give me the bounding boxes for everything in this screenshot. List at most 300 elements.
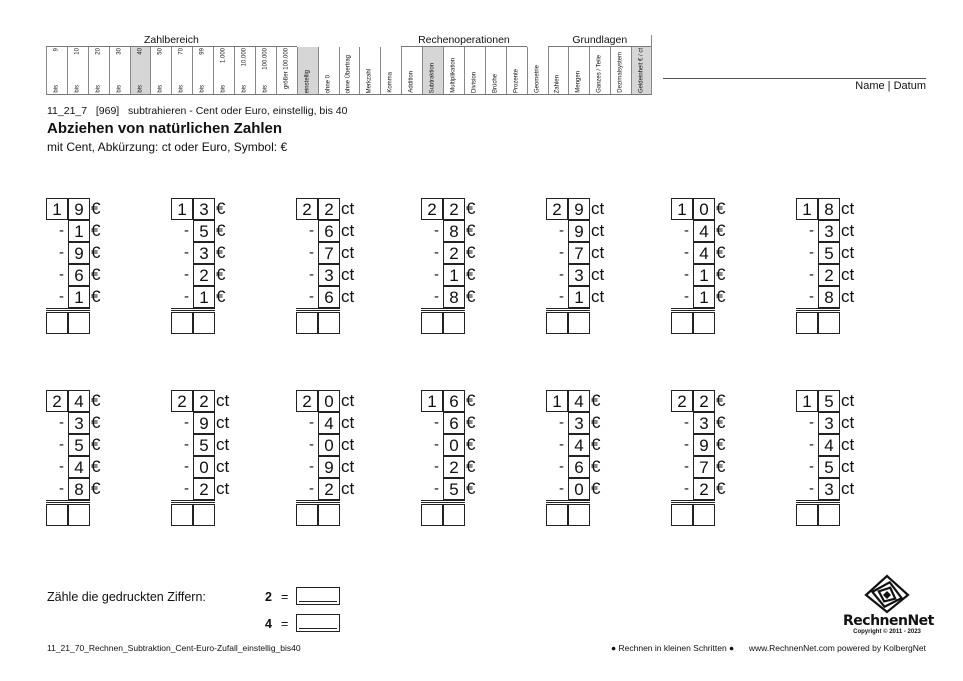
header-column — [527, 47, 548, 94]
subtraction-task — [296, 390, 366, 530]
header-column-bottom-label: einstellig — [304, 69, 311, 93]
unit-label: € — [466, 243, 476, 262]
result-tens-box[interactable] — [671, 504, 693, 526]
subtrahend-digit: 6 — [318, 220, 340, 242]
unit-label: € — [716, 221, 726, 240]
header-column-top-label: 10.000 — [241, 48, 248, 67]
worksheet-code-line — [47, 105, 347, 117]
result-tens-box[interactable] — [421, 504, 443, 526]
count-digit: 4 — [265, 617, 272, 631]
unit-label: € — [716, 435, 726, 454]
start-tens-digit: 1 — [546, 390, 568, 412]
unit-label: € — [466, 221, 476, 240]
result-ones-box[interactable] — [693, 504, 715, 526]
header-column — [506, 47, 527, 94]
minus-sign: - — [59, 266, 64, 283]
unit-label: ct — [341, 391, 355, 410]
unit-label: ct — [341, 221, 355, 240]
subtrahend-digit: 1 — [68, 286, 90, 308]
result-ones-box[interactable] — [693, 312, 715, 334]
subtraction-task — [171, 390, 241, 530]
subtrahend-digit: 5 — [193, 220, 215, 242]
subtraction-task — [296, 198, 366, 338]
result-tens-box[interactable] — [46, 312, 68, 334]
header-column-bottom-label: Merkzahl — [366, 68, 373, 93]
subtrahend-digit: 9 — [318, 456, 340, 478]
unit-label: ct — [841, 435, 855, 454]
result-double-line — [421, 308, 465, 311]
subtrahend-digit: 2 — [443, 456, 465, 478]
minus-sign: - — [684, 288, 689, 305]
start-tens-digit: 1 — [421, 390, 443, 412]
minus-sign: - — [434, 458, 439, 475]
unit-label: € — [91, 457, 101, 476]
unit-label: € — [716, 199, 726, 218]
unit-label: € — [716, 265, 726, 284]
start-ones-digit: 9 — [68, 198, 90, 220]
unit-label: ct — [591, 287, 605, 306]
result-tens-box[interactable] — [171, 504, 193, 526]
category-header-table — [46, 35, 652, 95]
unit-label: € — [591, 391, 601, 410]
subtrahend-digit: 1 — [568, 286, 590, 308]
unit-label: ct — [341, 243, 355, 262]
minus-sign: - — [434, 222, 439, 239]
header-column — [548, 47, 569, 94]
page-subtitle: mit Cent, Abkürzung: ct oder Euro, Symbol: € — [47, 140, 288, 154]
start-tens-digit: 1 — [796, 390, 818, 412]
start-ones-digit: 0 — [318, 390, 340, 412]
subtrahend-digit: 8 — [68, 478, 90, 500]
unit-label: € — [466, 265, 476, 284]
unit-label: € — [466, 435, 476, 454]
subtrahend-digit: 4 — [693, 242, 715, 264]
count-answer-box[interactable] — [296, 587, 340, 605]
start-ones-digit: 0 — [693, 198, 715, 220]
result-tens-box[interactable] — [296, 504, 318, 526]
start-tens-digit: 2 — [296, 390, 318, 412]
unit-label: € — [466, 457, 476, 476]
header-column-bottom-label: bis — [95, 85, 102, 93]
subtrahend-digit: 1 — [693, 264, 715, 286]
unit-label: ct — [591, 221, 605, 240]
unit-label: ct — [841, 265, 855, 284]
minus-sign: - — [59, 458, 64, 475]
minus-sign: - — [309, 244, 314, 261]
minus-sign: - — [184, 436, 189, 453]
unit-label: € — [716, 457, 726, 476]
subtrahend-digit: 7 — [318, 242, 340, 264]
unit-label: € — [591, 435, 601, 454]
minus-sign: - — [559, 458, 564, 475]
minus-sign: - — [809, 414, 814, 431]
minus-sign: - — [434, 480, 439, 497]
unit-label: € — [91, 243, 101, 262]
minus-sign: - — [809, 480, 814, 497]
header-group-title: Grundlagen — [548, 35, 652, 47]
subtrahend-digit: 0 — [443, 434, 465, 456]
result-double-line — [46, 500, 90, 503]
logo-name: RechnenNet — [843, 613, 934, 629]
minus-sign: - — [434, 288, 439, 305]
header-right-rule — [651, 35, 652, 95]
header-column — [46, 47, 67, 94]
header-column-bottom-label: Dezimalsystem — [617, 52, 624, 93]
unit-label: ct — [341, 287, 355, 306]
result-tens-box[interactable] — [171, 312, 193, 334]
result-ones-box[interactable] — [318, 312, 340, 334]
header-column-bottom-label: Multiplikation — [450, 58, 457, 93]
subtrahend-digit: 3 — [193, 242, 215, 264]
unit-label: ct — [841, 287, 855, 306]
start-ones-digit: 3 — [193, 198, 215, 220]
unit-label: ct — [216, 435, 230, 454]
minus-sign: - — [59, 222, 64, 239]
start-tens-digit: 1 — [671, 198, 693, 220]
start-tens-digit: 1 — [796, 198, 818, 220]
unit-label: € — [91, 265, 101, 284]
header-column — [276, 47, 297, 94]
header-column — [380, 47, 401, 94]
minus-sign: - — [809, 244, 814, 261]
header-column-top-label: 9 — [53, 48, 60, 52]
result-tens-box[interactable] — [796, 504, 818, 526]
unit-label: ct — [591, 199, 605, 218]
minus-sign: - — [309, 436, 314, 453]
unit-label: € — [216, 199, 226, 218]
subtrahend-digit: 3 — [318, 264, 340, 286]
minus-sign: - — [559, 266, 564, 283]
name-date-line — [663, 78, 926, 79]
subtrahend-digit: 5 — [818, 242, 840, 264]
minus-sign: - — [309, 288, 314, 305]
subtraction-task — [46, 390, 116, 530]
subtrahend-digit: 2 — [693, 478, 715, 500]
header-group-title: Rechenoperationen — [401, 35, 526, 47]
footer-site: www.RechnenNet.com powered by KolbergNet — [748, 643, 926, 653]
start-tens-digit: 2 — [46, 390, 68, 412]
minus-sign: - — [434, 414, 439, 431]
unit-label: ct — [216, 391, 230, 410]
header-column-bottom-label: Brüche — [492, 73, 499, 93]
header-column-bottom-label: Mengen — [575, 71, 582, 93]
subtrahend-digit: 3 — [68, 412, 90, 434]
result-ones-box[interactable] — [68, 504, 90, 526]
unit-label: € — [91, 391, 101, 410]
subtraction-task — [421, 390, 491, 530]
minus-sign: - — [559, 244, 564, 261]
subtrahend-digit: 0 — [568, 478, 590, 500]
unit-label: € — [591, 457, 601, 476]
result-double-line — [296, 500, 340, 503]
header-column — [150, 47, 171, 94]
header-column-top-label: 1.000 — [220, 48, 227, 64]
header-column — [359, 47, 380, 94]
result-ones-box[interactable] — [443, 312, 465, 334]
header-column-top-label: 50 — [157, 48, 164, 55]
minus-sign: - — [309, 414, 314, 431]
header-column — [88, 47, 109, 94]
unit-label: € — [216, 265, 226, 284]
result-tens-box[interactable] — [546, 504, 568, 526]
subtrahend-digit: 8 — [443, 220, 465, 242]
header-column-bottom-label: bis — [53, 85, 60, 93]
subtraction-task — [671, 198, 741, 338]
minus-sign: - — [59, 288, 64, 305]
subtrahend-digit: 9 — [693, 434, 715, 456]
minus-sign: - — [809, 436, 814, 453]
header-column-bottom-label: bis — [157, 85, 164, 93]
subtraction-task — [546, 390, 616, 530]
unit-label: ct — [841, 413, 855, 432]
minus-sign: - — [309, 480, 314, 497]
subtrahend-digit: 5 — [68, 434, 90, 456]
header-bottom-rule — [46, 94, 652, 95]
unit-label: ct — [341, 265, 355, 284]
subtrahend-digit: 2 — [443, 242, 465, 264]
minus-sign: - — [684, 458, 689, 475]
minus-sign: - — [684, 266, 689, 283]
subtrahend-digit: 2 — [818, 264, 840, 286]
minus-sign: - — [184, 222, 189, 239]
start-tens-digit: 2 — [421, 198, 443, 220]
count-answer-box[interactable] — [296, 614, 340, 632]
result-tens-box[interactable] — [296, 312, 318, 334]
header-column — [464, 47, 485, 94]
header-column-bottom-label: bis — [116, 85, 123, 93]
unit-label: ct — [841, 457, 855, 476]
result-double-line — [46, 308, 90, 311]
header-column-bottom-label: Addition — [408, 71, 415, 93]
minus-sign: - — [809, 222, 814, 239]
result-double-line — [796, 308, 840, 311]
header-column — [130, 47, 151, 94]
subtraction-task — [46, 198, 116, 338]
subtrahend-digit: 2 — [318, 478, 340, 500]
result-ones-box[interactable] — [818, 504, 840, 526]
unit-label: ct — [591, 265, 605, 284]
result-double-line — [671, 500, 715, 503]
minus-sign: - — [559, 414, 564, 431]
start-tens-digit: 1 — [171, 198, 193, 220]
minus-sign: - — [184, 244, 189, 261]
start-tens-digit: 2 — [296, 198, 318, 220]
unit-label: € — [466, 287, 476, 306]
start-tens-digit: 2 — [546, 198, 568, 220]
header-column — [401, 47, 422, 94]
minus-sign: - — [809, 458, 814, 475]
unit-label: € — [716, 287, 726, 306]
result-ones-box[interactable] — [568, 312, 590, 334]
count-label: Zähle die gedruckten Ziffern: — [47, 590, 206, 604]
minus-sign: - — [559, 222, 564, 239]
minus-sign: - — [684, 222, 689, 239]
result-ones-box[interactable] — [568, 504, 590, 526]
unit-label: ct — [216, 413, 230, 432]
subtrahend-digit: 6 — [318, 286, 340, 308]
header-column-top-label: 40 — [137, 48, 144, 55]
unit-label: ct — [341, 479, 355, 498]
subtrahend-digit: 3 — [693, 412, 715, 434]
minus-sign: - — [684, 480, 689, 497]
subtrahend-digit: 9 — [193, 412, 215, 434]
header-column — [318, 47, 339, 94]
unit-label: € — [91, 221, 101, 240]
subtrahend-digit: 1 — [693, 286, 715, 308]
unit-label: ct — [341, 199, 355, 218]
count-equals: = — [281, 617, 289, 631]
unit-label: ct — [216, 457, 230, 476]
subtrahend-digit: 0 — [318, 434, 340, 456]
minus-sign: - — [184, 414, 189, 431]
minus-sign: - — [309, 458, 314, 475]
unit-label: € — [591, 413, 601, 432]
header-column-bottom-label: bis — [199, 85, 206, 93]
subtrahend-digit: 3 — [818, 412, 840, 434]
minus-sign: - — [184, 458, 189, 475]
unit-label: € — [716, 413, 726, 432]
header-column-top-label: 99 — [199, 48, 206, 55]
result-ones-box[interactable] — [193, 312, 215, 334]
unit-label: ct — [341, 413, 355, 432]
result-double-line — [546, 500, 590, 503]
header-column-bottom-label: ohne 0 — [325, 74, 332, 93]
subtrahend-digit: 2 — [193, 264, 215, 286]
subtrahend-digit: 5 — [818, 456, 840, 478]
result-ones-box[interactable] — [193, 504, 215, 526]
header-column — [631, 47, 652, 94]
header-column-bottom-label: Zahlen — [554, 74, 561, 93]
header-column-bottom-label: bis — [262, 85, 269, 93]
header-column — [192, 47, 213, 94]
result-double-line — [171, 500, 215, 503]
subtrahend-digit: 1 — [443, 264, 465, 286]
header-column-bottom-label: Division — [471, 71, 478, 93]
subtrahend-digit: 3 — [568, 264, 590, 286]
unit-label: € — [716, 243, 726, 262]
unit-label: ct — [841, 199, 855, 218]
minus-sign: - — [309, 266, 314, 283]
result-ones-box[interactable] — [443, 504, 465, 526]
header-column-bottom-label: ohne Übertrag — [345, 54, 352, 93]
result-double-line — [796, 500, 840, 503]
result-tens-box[interactable] — [546, 312, 568, 334]
unit-label: ct — [841, 391, 855, 410]
minus-sign: - — [559, 480, 564, 497]
minus-sign: - — [559, 288, 564, 305]
start-ones-digit: 5 — [818, 390, 840, 412]
header-column-bottom-label: Subtraktion — [429, 62, 436, 93]
result-double-line — [421, 500, 465, 503]
minus-sign: - — [59, 480, 64, 497]
header-column-top-label: 70 — [178, 48, 185, 55]
subtrahend-digit: 8 — [443, 286, 465, 308]
unit-label: € — [716, 479, 726, 498]
result-double-line — [296, 308, 340, 311]
subtraction-task — [421, 198, 491, 338]
worksheet-code: 11_21_7 — [47, 105, 88, 117]
header-column — [255, 47, 276, 94]
page-title: Abziehen von natürlichen Zahlen — [47, 120, 283, 137]
header-column-bottom-label: bis — [74, 85, 81, 93]
unit-label: ct — [216, 479, 230, 498]
rechnennet-logo-icon — [864, 574, 910, 614]
rechnennet-logo — [843, 574, 934, 636]
subtrahend-digit: 5 — [193, 434, 215, 456]
result-tens-box[interactable] — [796, 312, 818, 334]
header-column-bottom-label: bis — [220, 85, 227, 93]
unit-label: € — [716, 391, 726, 410]
header-column — [339, 47, 360, 94]
start-tens-digit: 2 — [171, 390, 193, 412]
unit-label: € — [91, 479, 101, 498]
subtrahend-digit: 4 — [318, 412, 340, 434]
start-ones-digit: 2 — [318, 198, 340, 220]
unit-label: ct — [341, 457, 355, 476]
result-ones-box[interactable] — [818, 312, 840, 334]
unit-label: € — [466, 199, 476, 218]
unit-label: € — [216, 287, 226, 306]
footer-filename: 11_21_70_Rechnen_Subtraktion_Cent-Euro-Zufall_einstellig_bis40 — [47, 643, 301, 653]
result-double-line — [171, 308, 215, 311]
header-column — [109, 47, 130, 94]
minus-sign: - — [684, 436, 689, 453]
subtrahend-digit: 4 — [568, 434, 590, 456]
header-column-bottom-label: Ganzes / Teile — [596, 55, 603, 93]
unit-label: € — [91, 413, 101, 432]
count-equals: = — [281, 590, 289, 604]
result-tens-box[interactable] — [671, 312, 693, 334]
result-ones-box[interactable] — [68, 312, 90, 334]
subtrahend-digit: 3 — [818, 478, 840, 500]
minus-sign: - — [559, 436, 564, 453]
header-column — [234, 47, 255, 94]
subtraction-task — [546, 198, 616, 338]
header-column — [568, 47, 589, 94]
unit-label: € — [216, 243, 226, 262]
minus-sign: - — [684, 244, 689, 261]
header-column-bottom-label: Geometrie — [534, 64, 541, 93]
header-column — [443, 47, 464, 94]
minus-sign: - — [184, 288, 189, 305]
header-column — [297, 47, 318, 94]
subtraction-task — [796, 390, 866, 530]
result-tens-box[interactable] — [421, 312, 443, 334]
subtrahend-digit: 7 — [693, 456, 715, 478]
subtrahend-digit: 9 — [568, 220, 590, 242]
unit-label: € — [216, 221, 226, 240]
minus-sign: - — [434, 266, 439, 283]
result-ones-box[interactable] — [318, 504, 340, 526]
minus-sign: - — [184, 480, 189, 497]
subtrahend-digit: 1 — [68, 220, 90, 242]
worksheet-number: [969] — [95, 105, 120, 117]
header-column — [213, 47, 234, 94]
header-group-title: Zahlbereich — [46, 35, 297, 47]
subtrahend-digit: 9 — [68, 242, 90, 264]
minus-sign: - — [684, 414, 689, 431]
header-column-bottom-label: bis — [241, 85, 248, 93]
subtrahend-digit: 3 — [818, 220, 840, 242]
subtrahend-digit: 5 — [443, 478, 465, 500]
header-column-top-label: größer 100.000 — [283, 48, 290, 90]
logo-copyright: Copyright © 2011 - 2023 — [853, 629, 921, 635]
unit-label: € — [466, 391, 476, 410]
header-column — [422, 47, 443, 94]
subtraction-task — [171, 198, 241, 338]
result-tens-box[interactable] — [46, 504, 68, 526]
subtrahend-digit: 4 — [693, 220, 715, 242]
